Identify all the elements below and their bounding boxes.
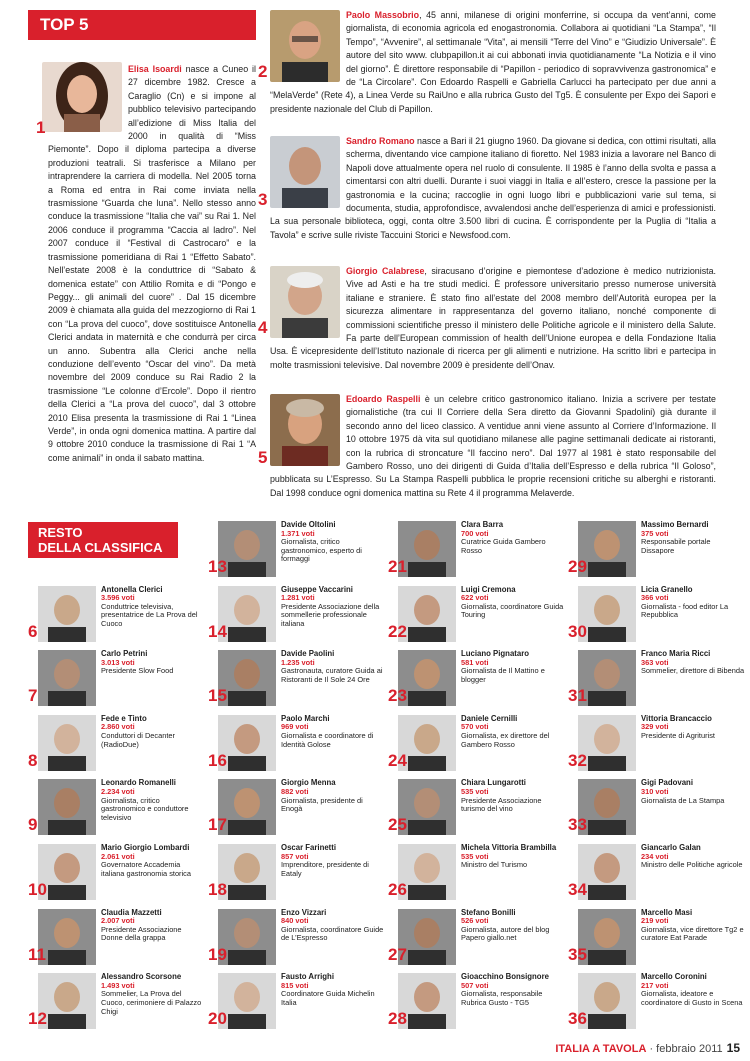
rest-name: Chiara Lungarotti [461,778,526,788]
rest-name: Marcello Masi [641,907,693,917]
rest-name: Luciano Pignataro [461,649,530,659]
rest-rank: 21 [388,557,407,576]
rest-entry [568,650,744,710]
top5-bio-4: Giorgio Calabrese, siracusano d’origine e piemontese d’adozione è medico nutrizionista. Vive ad Asti e ha tre studi medici. È professore universitario presso numerose università italiane e straniere. È stato fino all’estate del 2008 membro dell’Autorità europea per la sicurezza alimentare in rappresentanza del governo italiano, nonché componente di commissioni scientifiche presso il ministero delle Politiche agricole e il ministero della Salute. Fa parte dell’European commission of health dell’Unione europea e della Fondazione Italia Usa. È vicepresidente dell’Istituto nazionale di ricerca per gli alimenti e nutrizione. Ha scritto libri e partecipa in molte trasmissioni televisive. Dal novembre 2009 è presidente dell’Onav. [270,266,716,370]
rest-votes: 1.371 voti [281,528,315,538]
rest-entry [208,973,384,1033]
rest-rank: 35 [568,944,587,964]
rest-votes: 219 voti [641,916,669,926]
rest-votes: 526 voti [461,916,489,926]
rest-name: Fede e Tinto [101,713,147,723]
rest-desc: Giornalista, critico gastronomico e conduttore televisivo [101,795,189,822]
rest-votes: 375 voti [641,528,669,538]
rest-votes: 1.281 voti [281,593,315,603]
rest-entry [568,521,744,581]
rest-desc: Imprenditore, presidente di Eataly [281,860,369,878]
rest-info [281,650,385,684]
rest-votes: 507 voti [461,980,489,990]
rest-desc: Ministro del Turismo [461,860,528,870]
rest-entry [208,521,384,581]
rest-rank: 10 [28,880,47,899]
rest-name: Licia Granello [641,584,693,594]
top5-heading: TOP 5 [28,10,256,40]
rest-desc: Governatore Accademia italiana gastronomia storica [101,860,191,878]
rest-desc: Giornalista de Il Mattino e blogger [461,666,545,684]
rest-name: Leonardo Romanelli [101,778,176,788]
rest-votes: 700 voti [461,528,489,538]
rest-entry [208,586,384,646]
rest-rank: 16 [208,750,227,770]
rest-info [641,521,745,555]
rest-rank: 33 [568,815,587,835]
top5-name-5: Edoardo Raspelli [346,394,421,404]
rest-votes: 535 voti [461,851,489,861]
rest-desc: Giornalista, responsabile Rubrica Gusto - TG5 [461,989,543,1007]
rest-entry [568,715,744,775]
rest-desc: Giornalista, coordinatore Guida Touring [461,601,564,620]
rest-info [101,586,205,629]
rest-votes: 1.235 voti [281,657,315,667]
top5-bio-2: Paolo Massobrio, 45 anni, milanese di origini monferrine, si occupa da vent’anni, come giornalista, di economia agricola ed enogastronomia. Collabora ai quotidiani “La Stampa”, “Il Tempo”, “Avvenire”, al settimanale “Vita”, ai mensili “Terre del Vino” e “Giudizio Universale”. È autore del sito www. clubpapillon.it ai cui abbonati invia quotidianamente “La Notizia e il vino del giorno”. È direttore responsabile di “Papillon - periodico di sopravvivenza gastronomica” e de “La Circolare”. Con Edoardo Raspelli e Gabriella Carlucci ha partecipato per due anni a “MelaVerde” (Rete 4), a Linea Verde su RaiUno e alla rubrica Gusto del Tg5. È consulente per Expo dei Sapori e presidente nazionale del Club di Papillon. [270,10,716,114]
rest-votes: 363 voti [641,657,669,667]
rest-rank: 30 [568,621,587,641]
rest-info [101,909,205,943]
rest-entry [208,779,384,839]
top5-bio-1: Elisa Isoardi nasce a Cuneo il 27 dicembre 1982. Cresce a Caraglio (Cn) e si impone al pubblico televisivo partecipando all’edizione di Miss Italia del 2000 in qualità di “Miss Piemonte”. Dopo il diploma partecipa a diverse produzioni teatrali. Si trasferisce a Milano per intraprendere la carriera di modella. Nel 2005 torna a Roma ed entra in Rai come inviata nella trasmissione “Guarda che luna”. Nello stesso anno conduce la trasmissione “Italia che vai” su Rai 1. Nel 2006 conduce il programma “Caccia al ladro”. Nel 2007 conduce il “Festival di Castrocaro” e la trasmissione pomeridiana di Rai 1 “Effetto Sabato”. Nell’estate 2008 è la conduttrice di “Sabato & domenica estate” con Attilio Romita e di “Pongo e Peggy... gli animali del cuore” . Dal 15 dicembre 2009 è chiamata alla guida del mezzogiorno di Rai 1 con “La prova del cuoco”, dove sostituisce Antonella Clerici andata in maternità e che condurrà per circa un anno. Subentra alla Clerici anche nella conduzione dell’evento “Oscar del vino”. Da metà novembre del 2009 conduce su Rai Radio 2 la trasmissione “Le colonne d’Ercole”. Dopo il rientro della Clerici a “La prova del cuoco”, dal 3 ottobre 2010 Elisa presenta la trasmissione di Rai 1 “Linea Verde”, in onda ogni domenica mattina. A partire dal 9 ottobre 2010 conduce la trasmissione di Rai 1 “A come animali” in onda il sabato mattina. [48,64,256,463]
rest-info [641,715,745,741]
rest-rank: 31 [568,686,587,706]
rest-entry [568,586,744,646]
rest-entry [388,844,564,904]
rest-votes: 581 voti [461,657,489,667]
rest-name: Vittoria Brancaccio [641,713,712,723]
top5-bio-5: Edoardo Raspelli è un celebre critico gastronomico italiano. Inizia a scrivere per testate giornalistiche (tra cui Il Corriere della Sera diretto da Giovanni Spadolini) già durante il secondo anno del liceo classico. A ventidue anni viene assunto al Corriere d’Informazione. Il 10 ottobre 1975 dà vita sul quotidiano milanese alle pagine settimanali dedicate ai ristoranti, con la rubrica di stroncature “Il faccino nero”. Dal 1977 al 1981 è stato responsabile del Gambero Rosso, uno dei dirigenti di Guida d’Italia dell’Espresso e della rubrica “Il Goloso”, pubblicata su L’Espresso. Su La Stampa Raspelli pubblica le proprie recensioni critiche su alberghi e ristoranti. Dal 1998 conduce ogni domenica mattina su Rete 4 il programma Melaverde. [270,394,716,498]
rest-name: Paolo Marchi [281,713,330,723]
rest-votes: 3.596 voti [101,593,135,603]
rest-rank: 19 [208,944,227,964]
rest-desc: Presidente Associazione della sommellerie professionale italiana [281,601,380,628]
rest-entry [568,779,744,839]
rest-name: Davide Paolini [281,649,335,659]
rest-name: Daniele Cernilli [461,713,518,723]
rest-votes: 2.234 voti [101,786,135,796]
rest-votes: 310 voti [641,786,669,796]
rest-info [101,715,205,749]
rest-rank: 32 [568,750,587,770]
rest-name: Mario Giorgio Lombardi [101,843,190,852]
rest-name: Marcello Coronini [641,972,707,982]
rest-votes: 2.061 voti [101,851,135,861]
rest-desc: Presidente Associazione Donne della grappa [101,924,182,943]
rest-desc: Sommelier, La Prova del Cuoco, cerimoniere di Palazzo Chigi [101,989,202,1016]
rest-entry [388,909,564,969]
rest-desc: Giornalista de La Stampa [641,795,725,805]
rest-rank: 12 [28,1009,47,1029]
rest-rank: 29 [568,557,587,576]
rest-name: Alessandro Scorsone [101,972,182,982]
rest-name: Davide Oltolini [281,520,336,529]
rest-info [101,779,205,822]
top5-name-4: Giorgio Calabrese [346,266,425,276]
rest-name: Luigi Cremona [461,584,516,594]
rest-desc: Conduttori di Decanter (RadioDue) [101,730,175,749]
rest-entry [208,650,384,710]
rest-info [101,650,205,676]
rest-desc: Responsabile portale Dissapore [641,537,711,555]
rest-heading: RESTO DELLA CLASSIFICA [28,522,178,558]
rest-votes: 366 voti [641,593,669,603]
rest-info [461,586,565,620]
rest-entry [208,715,384,775]
rest-info [461,521,565,555]
issue-date: · febbraio 2011 [646,1043,723,1055]
rest-desc: Giornalista - food editor La Repubblica [641,601,729,620]
rest-name: Giuseppe Vaccarini [281,584,353,594]
rest-votes: 857 voti [281,851,309,861]
rest-info [641,973,745,1007]
rest-votes: 217 voti [641,980,669,990]
rest-name: Fausto Arrighi [281,972,334,982]
rest-votes: 969 voti [281,722,309,732]
top5-bio-3: Sandro Romano nasce a Bari il 21 giugno 1960. Da giovane si dedica, con ottimi risultati, alla scherma, diventando vice campione italiano di fioretto. Nel 1983 inizia a lavorare nel Banco di Napoli dove attualmente opera nel ruolo di consulente. Il 1985 è l’anno della svolta e passa a cimentarsi con altri duelli. Durante i suoi viaggi in Italia e all’estero, cresce la passione per la gastronomia e la cucina; raccoglie in ogni luogo libri e pubblicazioni varie sul tema, si documenta, studia, approfondisce, avvalendosi anche dell’esperienza di amici e professionisti. La sua personale biblioteca, oggi, conta oltre 3.500 libri di cucina. È corrispondente per la Puglia di “Italia a Tavola” e scrive sulle riviste Taccuini Storici e Newsfood.com. [270,136,717,240]
rest-info [641,844,745,870]
rest-info [281,715,385,749]
rest-info [641,586,745,620]
top-rank-1: 1 [36,118,46,137]
rest-entry [208,909,384,969]
rest-entry [568,973,744,1033]
rest-desc: Presidente Associazione turismo del vino [461,795,542,814]
rest-rank: 6 [28,621,38,641]
top-rank-4: 4 [258,318,268,337]
rest-rank: 25 [388,815,407,835]
rest-desc: Coordinatore Guida Michelin Italia [281,989,375,1007]
magazine-brand: ITALIA A TAVOLA [555,1043,647,1055]
rest-votes: 840 voti [281,916,309,926]
rest-rank: 23 [388,686,407,706]
rest-name: Clara Barra [461,520,504,529]
rest-rank: 36 [568,1009,587,1029]
rest-desc: Conduttrice televisiva, presentatrice de La Prova del Cuoco [101,601,198,628]
rest-desc: Gastronauta, curatore Guida ai Ristoranti de Il Sole 24 Ore [281,666,383,684]
rest-desc: Curatrice Guida Gambero Rosso [461,537,546,555]
rest-name: Franco Maria Ricci [641,649,711,659]
rest-rank: 9 [28,815,38,835]
rest-info [641,909,745,943]
rest-entry [388,779,564,839]
rest-rank: 27 [388,944,407,964]
rest-rank: 34 [568,880,587,899]
rest-info [281,586,385,629]
rest-entry [388,715,564,775]
rest-info [281,844,385,878]
rest-name: Michela Vittoria Brambilla [461,843,557,852]
rest-rank: 20 [208,1009,227,1029]
rest-name: Giorgio Menna [281,778,336,788]
rest-info [461,715,565,749]
rest-info [281,521,385,564]
rest-entry [388,650,564,710]
rest-entry [28,909,204,969]
rest-entry [28,715,204,775]
rest-rank: 18 [208,880,227,899]
rest-name: Carlo Petrini [101,649,148,659]
top-rank-3: 3 [258,190,268,209]
rest-desc: Giornalista, ideatore e coordinatore di Gusto in Scena [641,989,743,1007]
rest-name: Gioacchino Bonsignore [461,972,549,982]
rest-votes: 535 voti [461,786,489,796]
rest-desc: Giornalista, coordinatore Guide de L’Espresso [281,924,384,943]
rest-desc: Giornalista e coordinatore di Identità Golose [281,730,374,749]
top-rank-5: 5 [258,448,268,467]
rest-name: Antonella Clerici [101,584,163,594]
rest-entry [28,973,204,1033]
rest-name: Giancarlo Galan [641,843,701,852]
rest-name: Massimo Bernardi [641,520,709,529]
rest-rank: 8 [28,750,38,770]
rest-info [281,909,385,943]
rest-name: Stefano Bonilli [461,907,516,917]
top5-name-1: Elisa Isoardi [128,64,182,74]
rest-entry [28,844,204,904]
rest-rank: 28 [388,1009,407,1029]
rest-info [641,650,745,676]
rest-votes: 570 voti [461,722,489,732]
rest-votes: 3.013 voti [101,657,135,667]
rest-info [281,973,385,1007]
rest-info [461,844,565,870]
rest-entry [388,586,564,646]
rest-entry [208,844,384,904]
rest-entry [28,586,204,646]
page-number: 15 [726,1041,740,1055]
rest-votes: 815 voti [281,980,309,990]
rest-rank: 11 [28,944,46,964]
rest-name: Enzo Vizzari [281,907,327,917]
rest-entry [388,521,564,581]
rest-desc: Giornalista, ex direttore del Gambero Rosso [461,730,550,749]
rest-rank: 14 [208,621,227,641]
rest-info [281,779,385,813]
top5-name-2: Paolo Massobrio [346,10,420,20]
rest-desc: Presidente di Agriturist [641,730,715,740]
rest-desc: Giornalista, vice direttore Tg2 e curatore Eat Parade [641,924,744,943]
rest-name: Gigi Padovani [641,778,693,788]
top-rank-2: 2 [258,62,268,81]
rest-name: Oscar Farinetti [281,843,337,852]
rest-entry [388,973,564,1033]
rest-desc: Giornalista, presidente di Enogà [281,795,363,814]
rest-rank: 17 [208,815,227,835]
rest-info [461,973,565,1007]
rest-rank: 7 [28,686,38,706]
rest-votes: 2.860 voti [101,722,135,732]
rest-info [101,844,205,878]
rest-votes: 329 voti [641,722,669,732]
rest-info [641,779,745,805]
rest-rank: 24 [388,750,407,770]
rest-info [461,909,565,943]
rest-votes: 2.007 voti [101,916,135,926]
rest-entry [28,779,204,839]
top5-name-3: Sandro Romano [346,136,415,146]
rest-desc: Sommelier, direttore di Bibenda [641,666,745,676]
rest-votes: 622 voti [461,593,489,603]
rest-votes: 1.493 voti [101,980,135,990]
rest-entry [568,844,744,904]
rest-desc: Giornalista, autore del blog Papero giallo.net [461,924,550,943]
rest-rank: 13 [208,557,227,576]
rest-rank: 15 [208,686,227,706]
rest-entry [568,909,744,969]
rest-info [101,973,205,1016]
rest-votes: 882 voti [281,786,309,796]
rest-entry [28,650,204,710]
rest-rank: 22 [388,621,407,641]
rest-name: Claudia Mazzetti [101,907,162,917]
page-footer [555,1041,740,1055]
rest-rank: 26 [388,880,407,899]
rest-desc: Presidente Slow Food [101,666,174,676]
rest-desc: Giornalista, critico gastronomico, esperto di formaggi [281,537,362,564]
rest-votes: 234 voti [641,851,669,861]
rest-desc: Ministro delle Politiche agricole [641,860,743,870]
rest-info [461,650,565,684]
rest-info [461,779,565,813]
